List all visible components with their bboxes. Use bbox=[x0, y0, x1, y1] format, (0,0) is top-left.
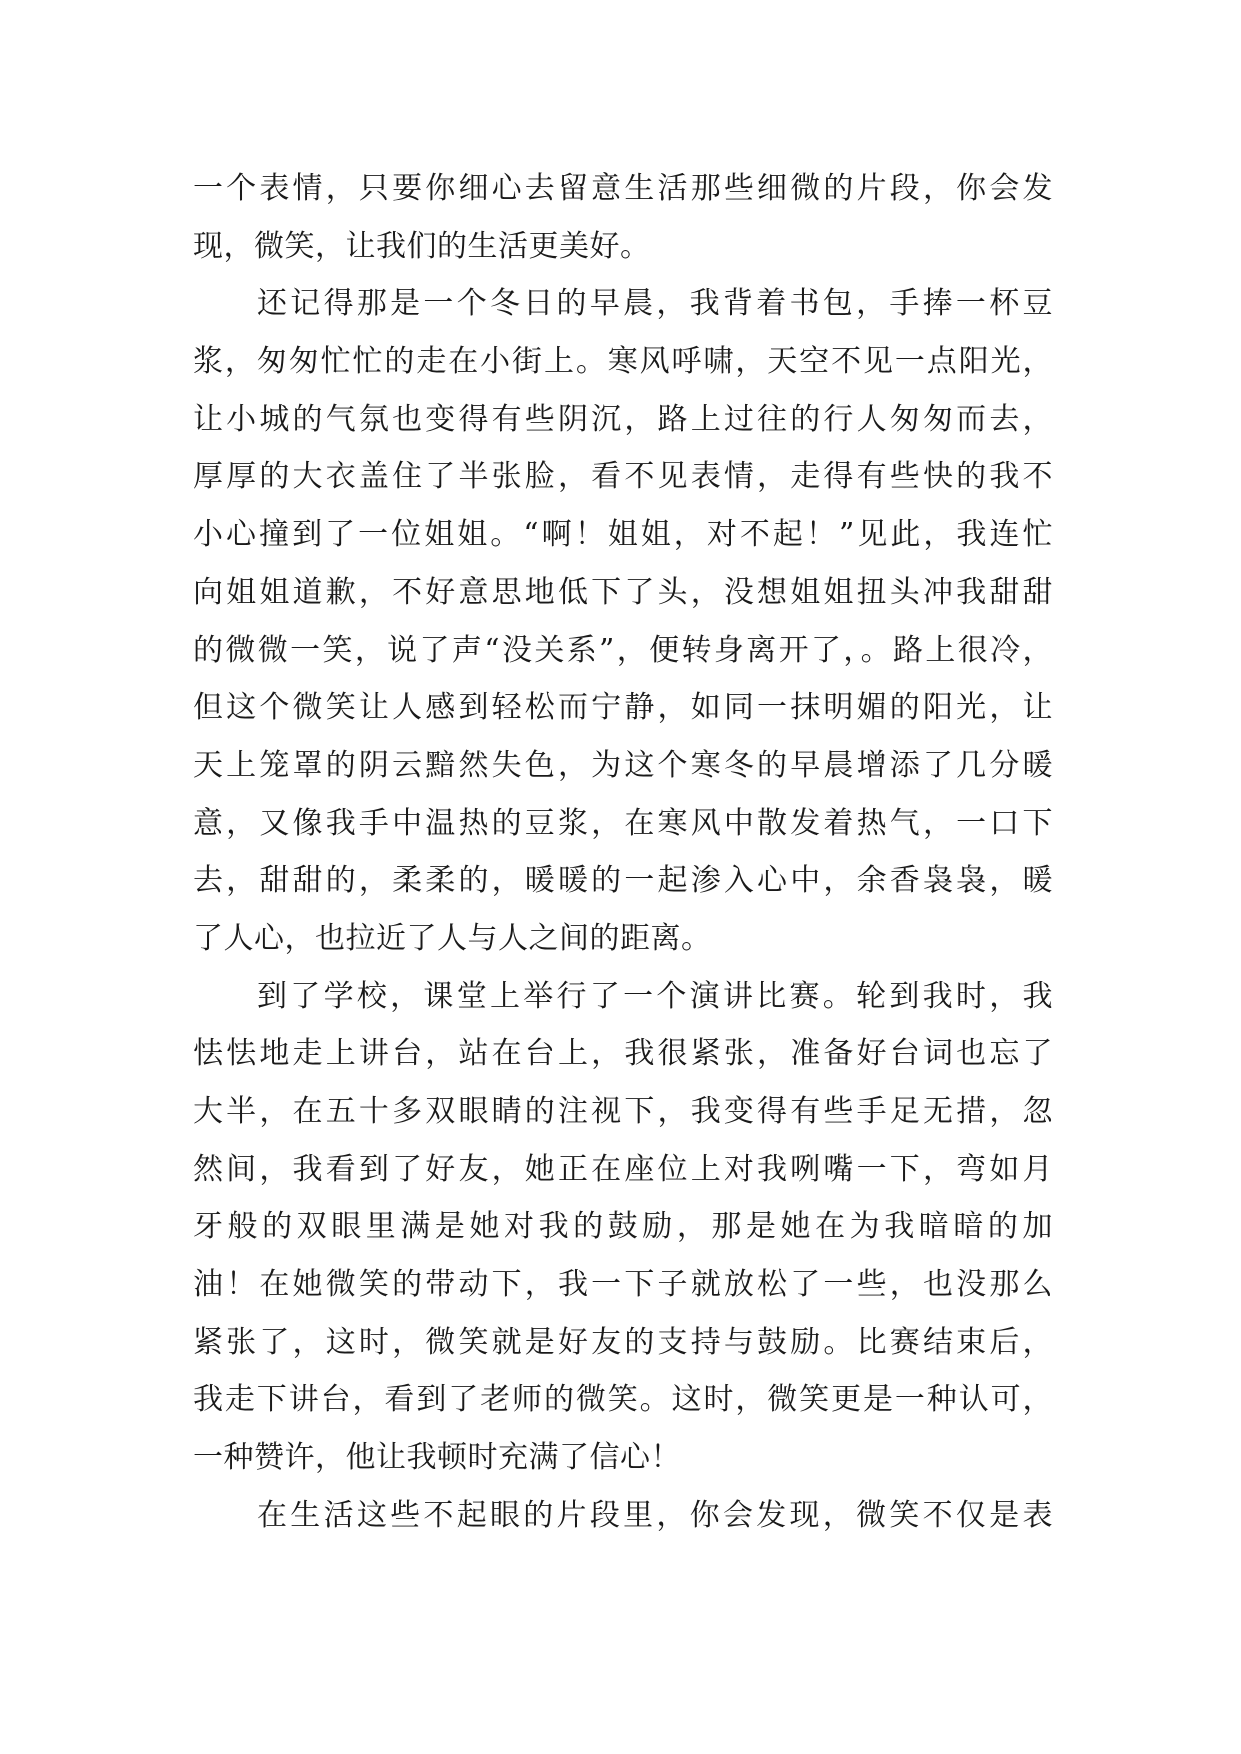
text-line: 我走下讲台，看到了老师的微笑。这时，微笑更是一种认可， bbox=[193, 1382, 1053, 1418]
text-line: 怯怯地走上讲台，站在台上，我很紧张，准备好台词也忘了 bbox=[193, 1036, 1053, 1072]
text-line: 但这个微笑让人感到轻松而宁静，如同一抹明媚的阳光，让 bbox=[193, 690, 1053, 726]
text-line: 大半，在五十多双眼睛的注视下，我变得有些手足无措，忽 bbox=[193, 1094, 1053, 1129]
text-line: 紧张了，这时，微笑就是好友的支持与鼓励。比赛结束后， bbox=[193, 1324, 1053, 1360]
text-line: 天上笼罩的阴云黯然失色，为这个寒冬的早晨增添了几分暖 bbox=[193, 747, 1053, 783]
text-line: 还记得那是一个冬日的早晨，我背着书包，手捧一杯豆 bbox=[257, 286, 1053, 322]
text-line: 一个表情，只要你细心去留意生活那些细微的片段，你会发 bbox=[193, 171, 1053, 206]
text-line: 意，又像我手中温热的豆浆，在寒风中散发着热气，一口下 bbox=[193, 805, 1053, 841]
text-line: 小心撞到了一位姐姐。“啊！姐姐，对不起！”见此，我连忙 bbox=[193, 517, 1053, 553]
text-line: 去，甜甜的，柔柔的，暖暖的一起渗入心中，余香袅袅，暖 bbox=[193, 863, 1053, 899]
text-line: 浆，匆匆忙忙的走在小街上。寒风呼啸，天空不见一点阳光， bbox=[193, 344, 1053, 380]
text-line: 油！在她微笑的带动下，我一下子就放松了一些，也没那么 bbox=[193, 1267, 1053, 1303]
text-line: 牙般的双眼里满是她对我的鼓励，那是她在为我暗暗的加 bbox=[193, 1209, 1053, 1245]
text-line: 的微微一笑，说了声“没关系”，便转身离开了，。路上很冷， bbox=[193, 632, 1053, 668]
text-line: 一种赞许，他让我顿时充满了信心！ bbox=[193, 1440, 681, 1476]
text-line: 到了学校，课堂上举行了一个演讲比赛。轮到我时，我 bbox=[257, 978, 1053, 1014]
text-line: 让小城的气氛也变得有些阴沉，路上过往的行人匆匆而去， bbox=[193, 401, 1053, 437]
text-line: 向姐姐道歉，不好意思地低下了头，没想姐姐扭头冲我甜甜 bbox=[193, 574, 1053, 610]
text-line: 在生活这些不起眼的片段里，你会发现，微笑不仅是表 bbox=[257, 1497, 1053, 1533]
text-line: 厚厚的大衣盖住了半张脸，看不见表情，走得有些快的我不 bbox=[193, 459, 1053, 495]
text-line: 现，微笑，让我们的生活更美好。 bbox=[193, 228, 651, 264]
essay-body bbox=[193, 160, 1053, 1545]
text-line: 然间，我看到了好友，她正在座位上对我咧嘴一下，弯如月 bbox=[193, 1151, 1053, 1187]
text-line: 了人心，也拉近了人与人之间的距离。 bbox=[193, 920, 712, 956]
